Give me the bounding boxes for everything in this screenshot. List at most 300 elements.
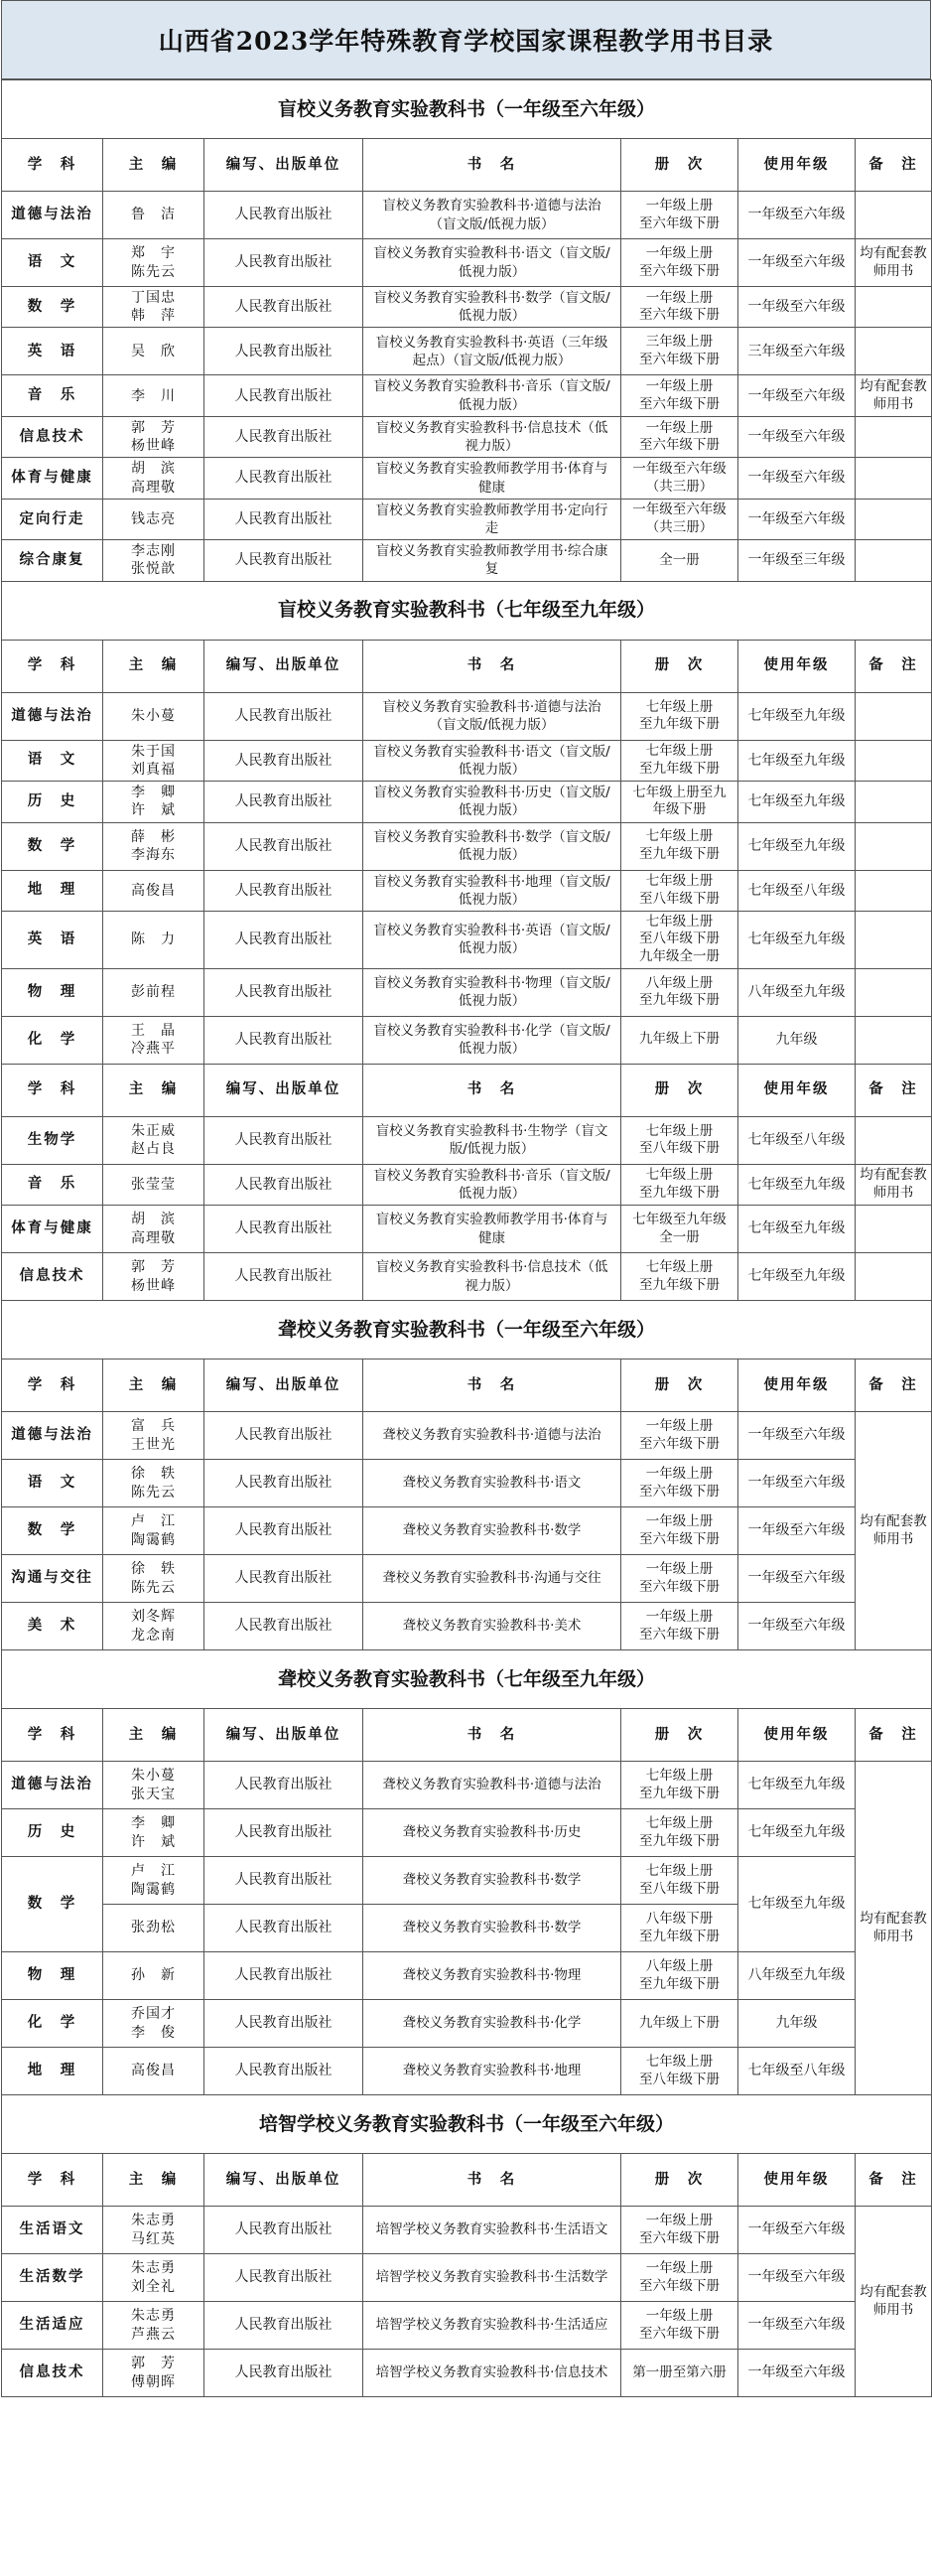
grades-cell: 一年级至六年级 <box>738 2302 856 2350</box>
catalog-document <box>1 0 931 2397</box>
editor-name: 朱小蔓 <box>131 708 176 725</box>
volume-cell <box>621 1164 738 1205</box>
book-title-cell: 聋校义务教育实验教科书·物理 <box>363 1952 621 2000</box>
book-title-cell: 盲校义务教育实验教科书·信息技术（低视力版） <box>363 416 621 457</box>
volume-line: 至八年级下册 <box>639 890 720 907</box>
table-row <box>2 2254 932 2302</box>
editor-name: 郭 芳 <box>131 419 176 436</box>
subject-cell: 生物学 <box>2 1116 103 1164</box>
volume-line: 至六年级下册 <box>639 1483 720 1500</box>
section-title-row <box>2 2095 932 2154</box>
subject-cell: 语 文 <box>2 740 103 781</box>
volume-line: 一年级上册 <box>645 2307 714 2324</box>
editor-cell <box>103 1555 204 1603</box>
volume-line: 至九年级下册 <box>639 716 720 733</box>
header-grades: 使用年级 <box>738 2154 856 2207</box>
editor-cell <box>103 192 204 239</box>
subject-cell: 数 学 <box>2 1857 103 1952</box>
editor-name: 张劲松 <box>131 1920 176 1936</box>
table-row <box>2 1206 932 1253</box>
grades-cell: 一年级至六年级 <box>738 416 856 457</box>
volume-line: 至六年级下册 <box>639 395 720 412</box>
editor-name: 吴 欣 <box>131 343 176 359</box>
volume-line: 至六年级下册 <box>639 1626 720 1643</box>
editor-name: 富 兵 <box>131 1418 176 1435</box>
grades-cell: 七年级至九年级 <box>738 1857 856 1952</box>
book-title-cell: 聋校义务教育实验教科书·数学 <box>363 1507 621 1555</box>
editor-cell <box>103 239 204 287</box>
editor-name: 钱志亮 <box>131 510 176 527</box>
subject-cell: 体育与健康 <box>2 1206 103 1253</box>
editor-cell <box>103 499 204 539</box>
note-cell: 均有配套教师用书 <box>856 1412 932 1650</box>
note-cell <box>856 782 932 822</box>
editor-cell <box>103 1857 204 1905</box>
grades-cell: 一年级至六年级 <box>738 2350 856 2397</box>
volume-line: 七年级上册 <box>645 1862 714 1879</box>
volume-line: 第一册至第六册 <box>632 2363 727 2380</box>
volume-cell <box>621 1116 738 1164</box>
publisher-cell: 人民教育出版社 <box>204 1952 363 2000</box>
grades-cell: 七年级至九年级 <box>738 911 856 968</box>
book-title-cell: 聋校义务教育实验教科书·数学 <box>363 1857 621 1905</box>
volume-line: 七年级上册 <box>645 913 714 930</box>
volume-line: 九年级上下册 <box>639 2014 720 2031</box>
subject-cell: 生活数学 <box>2 2254 103 2302</box>
subject-cell: 历 史 <box>2 1809 103 1857</box>
book-title-cell: 聋校义务教育实验教科书·沟通与交往 <box>363 1555 621 1603</box>
editor-cell <box>103 1116 204 1164</box>
editor-name: 王 晶 <box>131 1022 176 1039</box>
subject-cell: 数 学 <box>2 287 103 328</box>
note-cell: 均有配套教师用书 <box>856 1164 932 1205</box>
table-row <box>2 1253 932 1301</box>
grades-cell: 一年级至六年级 <box>738 1412 856 1460</box>
book-title-cell: 培智学校义务教育实验教科书·生活适应 <box>363 2302 621 2350</box>
volume-line: 一年级上册 <box>645 289 714 306</box>
book-title-cell: 聋校义务教育实验教科书·地理 <box>363 2048 621 2095</box>
book-title-cell: 盲校义务教育实验教科书·历史（盲文版/低视力版） <box>363 782 621 822</box>
volume-cell <box>621 2207 738 2254</box>
publisher-cell: 人民教育出版社 <box>204 968 363 1016</box>
editor-name: 胡 滨 <box>131 1212 176 1228</box>
subject-cell: 道德与法治 <box>2 192 103 239</box>
note-cell: 均有配套教师用书 <box>856 239 932 287</box>
editor-cell <box>103 458 204 499</box>
volume-cell <box>621 911 738 968</box>
table-row <box>2 782 932 822</box>
grades-cell: 七年级至九年级 <box>738 740 856 781</box>
editor-name: 马红英 <box>131 2230 176 2247</box>
editor-name: 高俊昌 <box>131 2063 176 2079</box>
header-book: 书 名 <box>363 1064 621 1116</box>
table-row <box>2 911 932 968</box>
editor-name: 朱志勇 <box>131 2213 176 2229</box>
table-row <box>2 499 932 539</box>
header-publisher: 编写、出版单位 <box>204 640 363 692</box>
editor-cell <box>103 2350 204 2397</box>
editor-cell <box>103 416 204 457</box>
book-title-cell: 盲校义务教育实验教科书·道德与法治（盲文版/低视力版） <box>363 192 621 239</box>
editor-name: 孙 新 <box>131 1967 176 1984</box>
book-title-cell: 聋校义务教育实验教科书·道德与法治 <box>363 1412 621 1460</box>
publisher-cell: 人民教育出版社 <box>204 540 363 581</box>
editor-name: 郭 芳 <box>131 2356 176 2372</box>
header-note: 备 注 <box>856 1064 932 1116</box>
editor-cell <box>103 1762 204 1809</box>
note-cell <box>856 1206 932 1253</box>
volume-line: 七年级上册 <box>645 1167 714 1184</box>
editor-name: 李 卿 <box>131 785 176 801</box>
grades-cell: 七年级至九年级 <box>738 1809 856 1857</box>
note-cell <box>856 740 932 781</box>
editor-cell <box>103 1603 204 1650</box>
editor-name: 朱志勇 <box>131 2260 176 2277</box>
editor-name: 李志刚 <box>131 543 176 560</box>
catalog-table <box>1 79 932 2397</box>
editor-name: 朱志勇 <box>131 2308 176 2325</box>
subject-cell: 道德与法治 <box>2 1412 103 1460</box>
note-cell <box>856 1016 932 1064</box>
editor-name: 张莹莹 <box>131 1176 176 1193</box>
volume-line: 至六年级下册 <box>639 307 720 324</box>
volume-cell <box>621 1507 738 1555</box>
header-volume: 册 次 <box>621 139 738 192</box>
publisher-cell: 人民教育出版社 <box>204 1206 363 1253</box>
volume-cell <box>621 1857 738 1905</box>
book-title-cell: 盲校义务教育实验教科书·英语（三年级起点）（盲文版/低视力版） <box>363 328 621 375</box>
grades-cell: 一年级至六年级 <box>738 1460 856 1507</box>
book-title-cell: 盲校义务教育实验教师教学用书·体育与健康 <box>363 1206 621 1253</box>
section-title: 盲校义务教育实验教科书（一年级至六年级） <box>2 80 932 139</box>
table-row <box>2 1016 932 1064</box>
editor-cell <box>103 2048 204 2095</box>
volume-cell <box>621 1762 738 1809</box>
editor-cell <box>103 1905 204 1952</box>
subject-cell: 信息技术 <box>2 2350 103 2397</box>
note-cell <box>856 911 932 968</box>
subject-cell: 物 理 <box>2 968 103 1016</box>
volume-line: 七年级上册 <box>645 698 714 715</box>
subject-cell: 综合康复 <box>2 540 103 581</box>
editor-name: 刘冬辉 <box>131 1609 176 1626</box>
editor-cell <box>103 287 204 328</box>
editor-cell <box>103 968 204 1016</box>
volume-line: （共三册） <box>645 478 714 495</box>
volume-line: 八年级上册 <box>645 1957 714 1974</box>
volume-line: 九年级上下册 <box>639 1031 720 1048</box>
editor-cell <box>103 2302 204 2350</box>
table-row <box>2 740 932 781</box>
book-title-cell: 盲校义务教育实验教师教学用书·综合康复 <box>363 540 621 581</box>
volume-line: 至六年级下册 <box>639 2229 720 2246</box>
book-title-cell: 盲校义务教育实验教科书·英语（盲文版/低视力版） <box>363 911 621 968</box>
header-note: 备 注 <box>856 640 932 692</box>
volume-cell <box>621 1460 738 1507</box>
table-row <box>2 287 932 328</box>
editor-name: 高俊昌 <box>131 882 176 899</box>
volume-cell <box>621 328 738 375</box>
grades-cell: 七年级至九年级 <box>738 782 856 822</box>
publisher-cell: 人民教育出版社 <box>204 192 363 239</box>
editor-name: 冷燕平 <box>131 1041 176 1058</box>
note-cell: 均有配套教师用书 <box>856 2207 932 2397</box>
subject-cell: 英 语 <box>2 911 103 968</box>
grades-cell: 一年级至六年级 <box>738 375 856 416</box>
volume-line: 一年级至六年级 <box>632 460 727 477</box>
note-cell <box>856 458 932 499</box>
editor-cell <box>103 540 204 581</box>
volume-line: 至九年级下册 <box>639 1276 720 1293</box>
volume-line: 一年级上册 <box>645 378 714 395</box>
volume-line: 至六年级下册 <box>639 1530 720 1547</box>
header-volume: 册 次 <box>621 1360 738 1412</box>
editor-cell <box>103 1507 204 1555</box>
editor-cell <box>103 692 204 740</box>
editor-name: 陈 力 <box>131 931 176 948</box>
subject-cell: 音 乐 <box>2 1164 103 1205</box>
volume-line: 至九年级下册 <box>639 760 720 777</box>
header-subject: 学 科 <box>2 1064 103 1116</box>
volume-cell <box>621 540 738 581</box>
volume-line: 至九年级下册 <box>639 1184 720 1201</box>
section-title-row <box>2 1650 932 1709</box>
volume-line: 一年级上册 <box>645 1608 714 1625</box>
grades-cell: 八年级至九年级 <box>738 1952 856 2000</box>
volume-cell <box>621 1016 738 1064</box>
header-book: 书 名 <box>363 139 621 192</box>
table-row <box>2 968 932 1016</box>
grades-cell: 九年级 <box>738 1016 856 1064</box>
note-cell: 均有配套教师用书 <box>856 1762 932 2095</box>
note-cell <box>856 540 932 581</box>
book-title-cell: 盲校义务教育实验教科书·音乐（盲文版/低视力版） <box>363 375 621 416</box>
publisher-cell: 人民教育出版社 <box>204 2000 363 2048</box>
editor-cell <box>103 1412 204 1460</box>
grades-cell: 七年级至九年级 <box>738 1206 856 1253</box>
editor-name: 李 俊 <box>131 2024 176 2041</box>
publisher-cell: 人民教育出版社 <box>204 239 363 287</box>
header-row <box>2 2154 932 2207</box>
editor-cell <box>103 375 204 416</box>
editor-cell <box>103 1164 204 1205</box>
table-row <box>2 239 932 287</box>
note-cell: 均有配套教师用书 <box>856 375 932 416</box>
header-publisher: 编写、出版单位 <box>204 1709 363 1762</box>
volume-line: 至九年级下册 <box>639 846 720 862</box>
editor-name: 李 卿 <box>131 1815 176 1832</box>
volume-line: 全一册 <box>659 551 700 568</box>
book-title-cell: 聋校义务教育实验教科书·化学 <box>363 2000 621 2048</box>
publisher-cell: 人民教育出版社 <box>204 740 363 781</box>
volume-line: 一年级上册 <box>645 1417 714 1434</box>
book-title-cell: 盲校义务教育实验教科书·道德与法治（盲文版/低视力版） <box>363 692 621 740</box>
subject-cell: 体育与健康 <box>2 458 103 499</box>
book-title-cell: 聋校义务教育实验教科书·数学 <box>363 1905 621 1952</box>
volume-line: 至八年级下册 <box>639 1140 720 1157</box>
volume-line: 一年级上册 <box>645 244 714 261</box>
subject-cell: 英 语 <box>2 328 103 375</box>
editor-name: 许 斌 <box>131 1833 176 1850</box>
subject-cell: 语 文 <box>2 1460 103 1507</box>
publisher-cell: 人民教育出版社 <box>204 375 363 416</box>
publisher-cell: 人民教育出版社 <box>204 1253 363 1301</box>
volume-line: 至六年级下册 <box>639 351 720 367</box>
grades-cell: 七年级至八年级 <box>738 1116 856 1164</box>
volume-line: 至九年级下册 <box>639 1785 720 1801</box>
header-subject: 学 科 <box>2 139 103 192</box>
volume-line: 一年级上册 <box>645 2259 714 2276</box>
editor-name: 傅朝晖 <box>131 2373 176 2390</box>
volume-cell <box>621 2000 738 2048</box>
section-title-row <box>2 581 932 640</box>
grades-cell: 一年级至六年级 <box>738 239 856 287</box>
publisher-cell: 人民教育出版社 <box>204 1507 363 1555</box>
volume-cell <box>621 692 738 740</box>
volume-cell <box>621 2302 738 2350</box>
publisher-cell: 人民教育出版社 <box>204 416 363 457</box>
volume-cell <box>621 2048 738 2095</box>
table-row <box>2 1857 932 1905</box>
editor-name: 龙念南 <box>131 1627 176 1644</box>
header-volume: 册 次 <box>621 2154 738 2207</box>
book-title-cell: 盲校义务教育实验教科书·数学（盲文版/低视力版） <box>363 822 621 870</box>
grades-cell: 七年级至九年级 <box>738 692 856 740</box>
editor-name: 张悦歆 <box>131 561 176 578</box>
volume-line: 七年级上册 <box>645 1122 714 1139</box>
table-row <box>2 2302 932 2350</box>
volume-line: 一年级上册 <box>645 1465 714 1482</box>
volume-line: 至九年级下册 <box>639 992 720 1009</box>
header-editor: 主 编 <box>103 1064 204 1116</box>
page-title: 山西省2023学年特殊教育学校国家课程教学用书目录 <box>1 0 931 79</box>
volume-line: 七年级上册 <box>645 743 714 760</box>
volume-cell <box>621 375 738 416</box>
volume-line: 至九年级下册 <box>639 1975 720 1992</box>
editor-name: 刘全礼 <box>131 2278 176 2295</box>
header-subject: 学 科 <box>2 1709 103 1762</box>
volume-cell <box>621 416 738 457</box>
publisher-cell: 人民教育出版社 <box>204 2048 363 2095</box>
subject-cell: 化 学 <box>2 2000 103 2048</box>
header-row <box>2 1064 932 1116</box>
editor-cell <box>103 2254 204 2302</box>
editor-name: 郑 宇 <box>131 245 176 262</box>
editor-cell <box>103 822 204 870</box>
editor-name: 丁国忠 <box>131 290 176 307</box>
note-cell <box>856 822 932 870</box>
publisher-cell: 人民教育出版社 <box>204 1555 363 1603</box>
editor-name: 许 斌 <box>131 802 176 819</box>
publisher-cell: 人民教育出版社 <box>204 287 363 328</box>
subject-cell: 道德与法治 <box>2 1762 103 1809</box>
editor-cell <box>103 870 204 911</box>
header-row <box>2 139 932 192</box>
section-title: 培智学校义务教育实验教科书（一年级至六年级） <box>2 2095 932 2154</box>
editor-name: 赵占良 <box>131 1141 176 1158</box>
grades-cell: 一年级至六年级 <box>738 1555 856 1603</box>
editor-cell <box>103 911 204 968</box>
table-row <box>2 1952 932 2000</box>
volume-line: 至六年级下册 <box>639 262 720 279</box>
publisher-cell: 人民教育出版社 <box>204 1412 363 1460</box>
editor-cell <box>103 1809 204 1857</box>
book-title-cell: 盲校义务教育实验教科书·音乐（盲文版/低视力版） <box>363 1164 621 1205</box>
volume-cell <box>621 1603 738 1650</box>
editor-name: 高理敬 <box>131 479 176 496</box>
volume-cell <box>621 458 738 499</box>
table-row <box>2 458 932 499</box>
header-grades: 使用年级 <box>738 1064 856 1116</box>
book-title-cell: 聋校义务教育实验教科书·美术 <box>363 1603 621 1650</box>
publisher-cell: 人民教育出版社 <box>204 1603 363 1650</box>
note-cell <box>856 499 932 539</box>
publisher-cell: 人民教育出版社 <box>204 822 363 870</box>
table-row <box>2 1603 932 1650</box>
note-cell <box>856 287 932 328</box>
book-title-cell: 聋校义务教育实验教科书·道德与法治 <box>363 1762 621 1809</box>
subject-cell: 化 学 <box>2 1016 103 1064</box>
header-grades: 使用年级 <box>738 139 856 192</box>
volume-line: 至六年级下册 <box>639 1578 720 1595</box>
header-book: 书 名 <box>363 1360 621 1412</box>
header-editor: 主 编 <box>103 640 204 692</box>
section-title: 聋校义务教育实验教科书（七年级至九年级） <box>2 1650 932 1709</box>
editor-name: 鲁 洁 <box>131 207 176 223</box>
volume-line: 七年级上册 <box>645 873 714 890</box>
volume-line: 八年级下册 <box>645 1910 714 1927</box>
editor-cell <box>103 782 204 822</box>
volume-line: 一年级上册 <box>645 1512 714 1529</box>
editor-name: 卢 江 <box>131 1863 176 1880</box>
header-row <box>2 1360 932 1412</box>
publisher-cell: 人民教育出版社 <box>204 458 363 499</box>
editor-name: 王世光 <box>131 1436 176 1453</box>
grades-cell: 七年级至九年级 <box>738 822 856 870</box>
grades-cell: 一年级至六年级 <box>738 287 856 328</box>
publisher-cell: 人民教育出版社 <box>204 2207 363 2254</box>
subject-cell: 生活适应 <box>2 2302 103 2350</box>
table-row <box>2 375 932 416</box>
editor-name: 张天宝 <box>131 1786 176 1802</box>
editor-name: 高理敬 <box>131 1229 176 1246</box>
editor-cell <box>103 1253 204 1301</box>
volume-line: 七年级上册至九 <box>632 784 727 800</box>
grades-cell: 一年级至六年级 <box>738 499 856 539</box>
subject-cell: 生活语文 <box>2 2207 103 2254</box>
grades-cell: 一年级至六年级 <box>738 192 856 239</box>
volume-line: 全一册 <box>659 1228 700 1245</box>
grades-cell: 一年级至六年级 <box>738 1507 856 1555</box>
volume-line: 至八年级下册 <box>639 2071 720 2087</box>
grades-cell: 一年级至六年级 <box>738 1603 856 1650</box>
book-title-cell: 盲校义务教育实验教科书·数学（盲文版/低视力版） <box>363 287 621 328</box>
grades-cell: 三年级至六年级 <box>738 328 856 375</box>
section-title-row <box>2 1301 932 1360</box>
volume-cell <box>621 740 738 781</box>
header-book: 书 名 <box>363 2154 621 2207</box>
editor-name: 徐 轶 <box>131 1466 176 1483</box>
table-row <box>2 2048 932 2095</box>
editor-name: 朱小蔓 <box>131 1768 176 1785</box>
grades-cell: 七年级至九年级 <box>738 1762 856 1809</box>
volume-cell <box>621 1253 738 1301</box>
table-row <box>2 1116 932 1164</box>
volume-line: 年级下册 <box>652 801 707 818</box>
header-subject: 学 科 <box>2 640 103 692</box>
subject-cell: 历 史 <box>2 782 103 822</box>
publisher-cell: 人民教育出版社 <box>204 692 363 740</box>
